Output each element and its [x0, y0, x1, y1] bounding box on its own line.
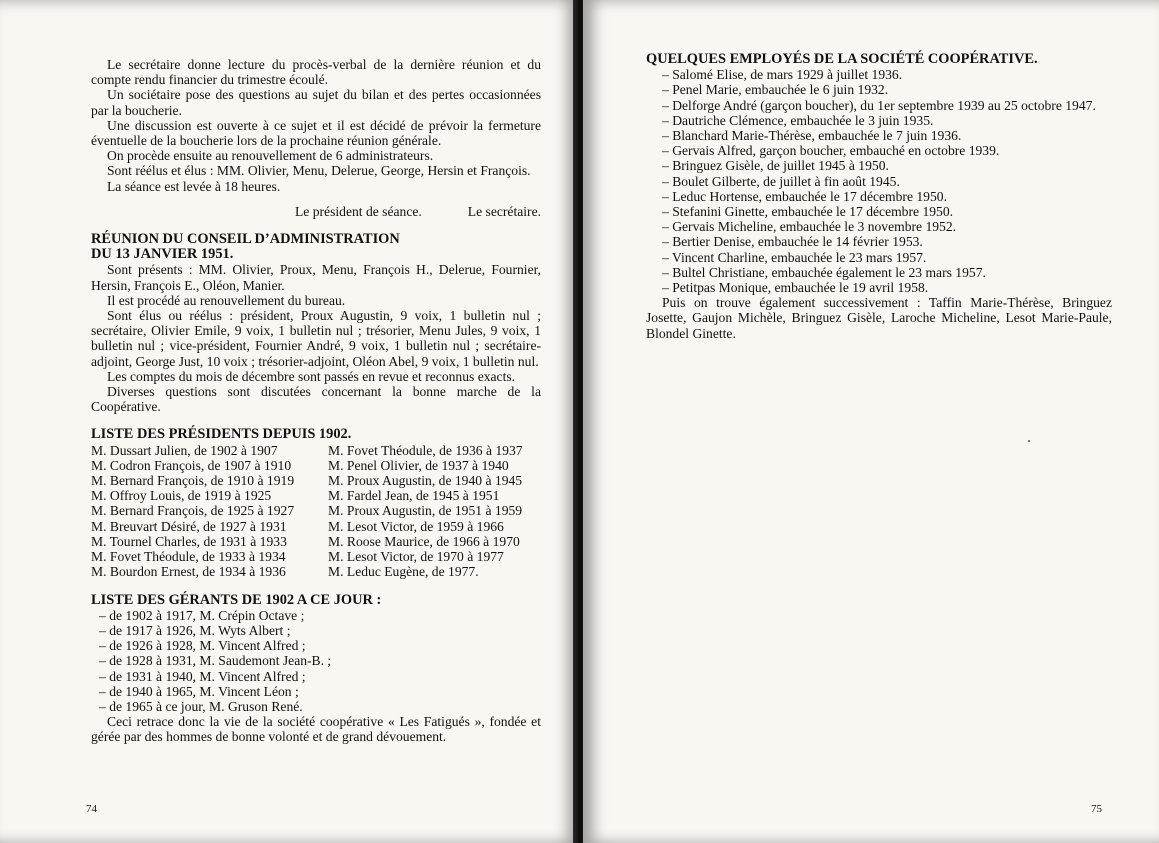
closing-paragraph: Puis on trouve également successivement : Taffin Marie-Thérèse, Bringuez Josette, Gaujon Michèle, Bringuez Gisèle, Laroche Micheline, Lesot Marie-Paule, Blondel Ginette.: [646, 295, 1112, 341]
list-item: – de 1931 à 1940, M. Vincent Alfred ;: [99, 668, 306, 684]
list-item: – Bertier Denise, embauchée le 14 février 1953.: [662, 234, 923, 250]
managers-list: [91, 608, 541, 714]
paragraph: On procède ensuite au renouvellement de 6 administrateurs.: [107, 148, 434, 164]
paragraph: Sont présents : MM. Olivier, Proux, Menu, François H., Delerue, Fournier, Hersin, François E., Oléon, Manier.: [91, 262, 541, 293]
paragraph: La séance est levée à 18 heures.: [107, 178, 281, 194]
list-item: – Stefanini Ginette, embauchée le 17 décembre 1950.: [662, 204, 954, 220]
list-item: – Bultel Christiane, embauchée également le 23 mars 1957.: [662, 264, 986, 280]
paragraph: Diverses questions sont discutées concernant la bonne marche de la Coopérative.: [91, 384, 541, 415]
list-item: M. Lesot Victor, de 1959 à 1966: [328, 518, 504, 534]
paragraph: Il est procédé au renouvellement du bureau.: [107, 292, 346, 308]
list-item: – Salomé Elise, de mars 1929 à juillet 1936.: [662, 67, 903, 83]
signature-secretary: Le secrétaire.: [467, 203, 541, 219]
signature-president: Le président de séance.: [294, 203, 422, 219]
left-page: [0, 0, 578, 843]
list-item: – de 1917 à 1926, M. Wyts Albert ;: [99, 622, 291, 638]
list-item: – Dautriche Clémence, embauchée le 3 juin 1935.: [662, 112, 934, 128]
list-item: – Delforge André (garçon boucher), du 1er septembre 1939 au 25 octobre 1947.: [662, 97, 1096, 113]
paragraph: Un sociétaire pose des questions au sujet du bilan et des pertes occasionnées par la boucherie.: [91, 87, 541, 118]
paragraph: Sont élus ou réélus : président, Proux Augustin, 9 voix, 1 bulletin nul ; secrétaire, Olivier Emile, 9 voix, 1 bulletin nul ; trésorier, Menu Jules, 9 voix, 1 bulletin nul ; vice-président, Fournier André, 9 voix, 1 bulletin nul ; secrétaire-adjoint, George Just, 10 voix ; trésorier-adjoint, Oléon Abel, 9 voix, 1 bulletin nul.: [91, 308, 541, 369]
employees-heading: QUELQUES EMPLOYÉS DE LA SOCIÉTÉ COOPÉRATIVE.: [646, 51, 1038, 67]
paragraph: Sont réélus et élus : MM. Olivier, Menu, Delerue, George, Hersin et François.: [107, 163, 531, 179]
list-item: M. Lesot Victor, de 1970 à 1977: [328, 549, 504, 565]
list-item: M. Penel Olivier, de 1937 à 1940: [328, 457, 509, 473]
list-item: – de 1940 à 1965, M. Vincent Léon ;: [99, 683, 299, 699]
list-item: M. Roose Maurice, de 1966 à 1970: [328, 533, 520, 549]
signature-line: [91, 204, 541, 219]
list-item: – Vincent Charline, embauchée le 23 mars 1957.: [662, 249, 927, 265]
list-item: – Gervais Alfred, garçon boucher, embauché en octobre 1939.: [662, 143, 1000, 159]
list-item: – Penel Marie, embauchée le 6 juin 1932.: [662, 82, 889, 98]
list-item: M. Dussart Julien, de 1902 à 1907: [91, 442, 278, 458]
presidents-heading: LISTE DES PRÉSIDENTS DEPUIS 1902.: [91, 426, 352, 443]
list-item: M. Breuvart Désiré, de 1927 à 1931: [91, 518, 287, 534]
list-item: – Leduc Hortense, embauchée le 17 décembre 1950.: [662, 188, 947, 204]
list-item: M. Bernard François, de 1910 à 1919: [91, 473, 295, 489]
closing-paragraph: Ceci retrace donc la vie de la société coopérative « Les Fatigués », fondée et gérée par des hommes de bonne volonté et de grand dévouement.: [91, 714, 541, 745]
list-item: – de 1928 à 1931, M. Saudemont Jean-B. ;: [99, 653, 332, 669]
list-item: M. Offroy Louis, de 1919 à 1925: [91, 488, 272, 504]
paragraph: Une discussion est ouverte à ce sujet et il est décidé de prévoir la fermeture éventuelle de la boucherie lors de la prochaine réunion générale.: [91, 117, 541, 149]
list-item: M. Tournel Charles, de 1931 à 1933: [91, 533, 287, 549]
list-item: – Boulet Gilberte, de juillet à fin août 1945.: [662, 173, 900, 189]
list-item: M. Proux Augustin, de 1951 à 1959: [328, 503, 523, 519]
list-item: M. Fovet Théodule, de 1936 à 1937: [328, 442, 523, 458]
left-page-content: [91, 57, 541, 745]
list-item: – Gervais Micheline, embauchée le 3 novembre 1952.: [662, 219, 957, 235]
employees-list: [646, 67, 1112, 295]
list-item: M. Codron François, de 1907 à 1910: [91, 457, 292, 473]
meeting-heading: RÉUNION DU CONSEIL D’ADMINISTRATION DU 13 JANVIER 1951.: [91, 231, 400, 263]
page-number: 75: [1091, 802, 1102, 815]
list-item: – Blanchard Marie-Thérèse, embauchée le 7 juin 1936.: [662, 128, 962, 144]
list-item: M. Bernard François, de 1925 à 1927: [91, 503, 295, 519]
list-item: – de 1902 à 1917, M. Crépin Octave ;: [99, 607, 305, 623]
right-page: [583, 0, 1159, 843]
list-item: M. Fardel Jean, de 1945 à 1951: [328, 488, 500, 504]
right-page-content: [646, 52, 1112, 341]
list-item: M. Leduc Eugène, de 1977.: [328, 564, 479, 580]
managers-heading: LISTE DES GÉRANTS DE 1902 A CE JOUR :: [91, 591, 382, 608]
paragraph: Les comptes du mois de décembre sont passés en revue et reconnus exacts.: [107, 368, 516, 384]
list-item: M. Proux Augustin, de 1940 à 1945: [328, 473, 523, 489]
list-item: M. Bourdon Ernest, de 1934 à 1936: [91, 564, 286, 580]
presidents-list: [91, 443, 541, 580]
list-item: – de 1965 à ce jour, M. Gruson René.: [99, 698, 303, 714]
page-number: 74: [86, 802, 97, 815]
paragraph: Le secrétaire donne lecture du procès-verbal de la dernière réunion et du compte rendu financier du trimestre écoulé.: [91, 57, 541, 88]
list-item: M. Fovet Théodule, de 1933 à 1934: [91, 549, 286, 565]
list-item: – de 1926 à 1928, M. Vincent Alfred ;: [99, 638, 306, 654]
list-item: – Petitpas Monique, embauchée le 19 avril 1958.: [662, 280, 929, 296]
list-item: – Bringuez Gisèle, de juillet 1945 à 1950.: [662, 158, 889, 174]
